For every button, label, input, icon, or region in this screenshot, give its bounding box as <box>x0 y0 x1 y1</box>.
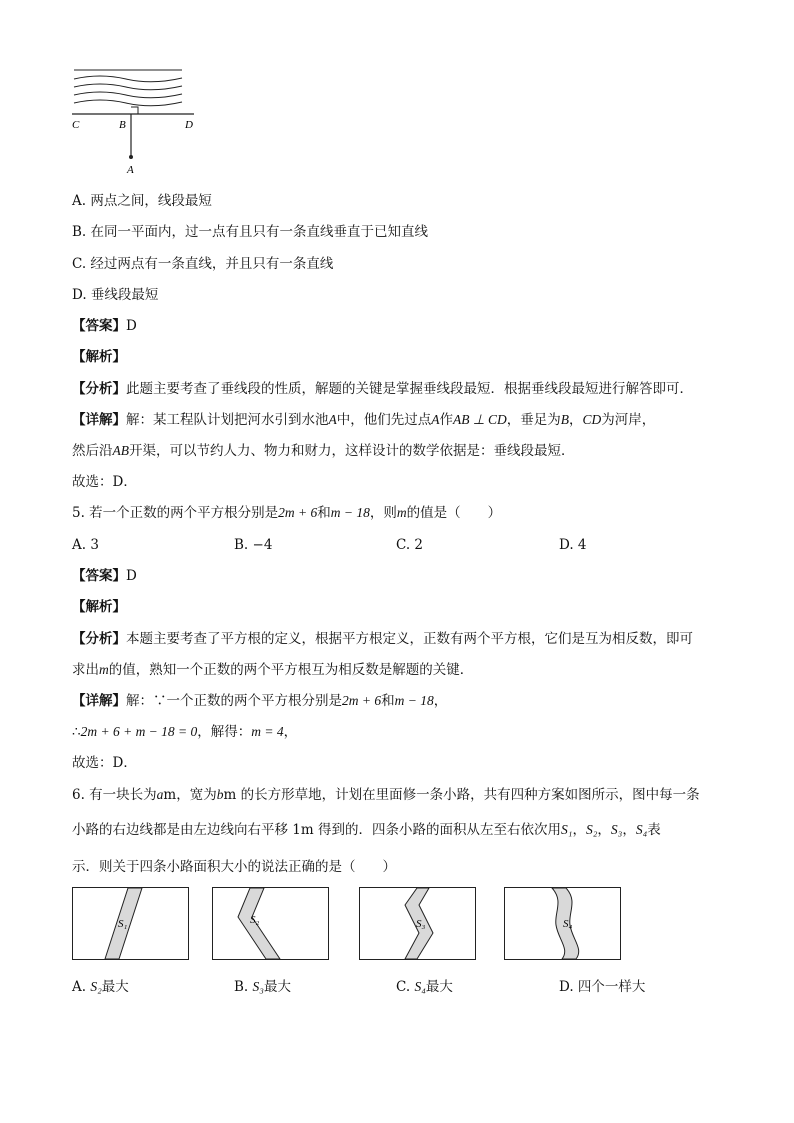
text: 和 <box>381 693 395 709</box>
q5-analysis-label: 【解析】 <box>72 599 126 615</box>
q6-stem-line-1 <box>72 785 700 805</box>
answer-value: D <box>126 568 137 584</box>
q4-answer <box>72 316 137 336</box>
q4-option-a: A. 两点之间，线段最短 <box>72 193 212 209</box>
math: S₄ <box>414 979 426 994</box>
math: 2m + 6 <box>342 693 382 708</box>
math: A <box>328 412 337 427</box>
math: m = 4 <box>251 724 284 739</box>
text: C. <box>396 979 415 995</box>
q4-choose: 故选：D． <box>72 474 137 490</box>
math: b <box>216 787 224 802</box>
text: 最大 <box>101 979 129 995</box>
text: 6. 有一块长为 <box>72 787 157 803</box>
text: 然后沿 <box>72 443 113 459</box>
math: 2m + 6 + m − 18 = 0 <box>80 724 198 739</box>
q5-answer <box>72 566 137 586</box>
answer-label: 【答案】 <box>72 318 126 334</box>
river-wave-1 <box>74 76 182 82</box>
river-figure <box>70 62 200 180</box>
fenxi-label: 【分析】 <box>72 381 126 397</box>
math: AB ⊥ CD <box>453 412 507 427</box>
q5-option-d: D. 4 <box>559 537 587 553</box>
text: ，垂足为 <box>506 412 561 428</box>
text: 开渠，可以节约人力、物力和财力，这样设计的数学依据是：垂线段最短． <box>129 443 575 459</box>
math: A <box>431 412 440 427</box>
text: B. <box>234 979 253 995</box>
q5-option-b: B. −4 <box>234 537 273 553</box>
math: CD <box>582 412 602 427</box>
text: A. <box>72 979 91 995</box>
math: S₂ <box>585 822 598 837</box>
path-figure-4 <box>504 887 622 961</box>
label-s2: S₂ <box>250 914 260 926</box>
q6-option-c <box>396 977 453 997</box>
text: ， <box>572 822 586 838</box>
q4-option-b: B. 在同一平面内，过一点有且只有一条直线垂直于已知直线 <box>72 224 429 240</box>
q4-detail-line-1 <box>72 410 655 430</box>
q5-choose: 故选：D． <box>72 755 137 771</box>
text: 解：某工程队计划把河水引到水池 <box>126 412 329 428</box>
math: m <box>396 505 407 520</box>
label-s3: S₃ <box>416 918 426 930</box>
q4-fenxi <box>72 379 693 399</box>
text: m，宽为 <box>163 787 217 803</box>
text: ， <box>569 412 583 428</box>
text: 5. 若一个正数的两个平方根分别是 <box>72 505 279 521</box>
text: 最大 <box>425 979 453 995</box>
detail-label: 【详解】 <box>72 412 126 428</box>
text: 求出 <box>72 662 99 678</box>
river-wave-4 <box>74 100 182 106</box>
text: 本题主要考查了平方根的定义，根据平方根定义，正数有两个平方根，它们是互为相反数，即可 <box>126 631 693 647</box>
text: ， <box>622 822 636 838</box>
path-figure-2 <box>212 887 330 961</box>
math: m − 18 <box>330 505 370 520</box>
q4-option-d: D. 垂线段最短 <box>72 287 159 303</box>
label-c: C <box>72 119 80 131</box>
q4-option-c: C. 经过两点有一条直线，并且只有一条直线 <box>72 256 334 272</box>
q4-analysis-label: 【解析】 <box>72 349 126 365</box>
q5-detail-line-1 <box>72 691 447 711</box>
q5-detail-line-2 <box>72 722 297 742</box>
math: S₃ <box>610 822 623 837</box>
text: 小路的右边线都是由左边线向右平移 1m 得到的．四条小路的面积从左至右依次用 <box>72 822 561 838</box>
right-angle-mark <box>131 107 138 114</box>
q6-stem-line-3: 示．则关于四条小路面积大小的说法正确的是（ ） <box>72 859 396 875</box>
q5-option-c: C. 2 <box>396 537 424 553</box>
point-a-dot <box>129 155 133 159</box>
text: 为河岸， <box>601 412 656 428</box>
path-figure-1 <box>72 887 190 961</box>
math: m <box>99 662 109 677</box>
q6-option-d: D. 四个一样大 <box>559 979 646 995</box>
label-a: A <box>127 164 134 176</box>
text: m 的长方形草地，计划在里面修一条小路，共有四种方案如图所示，图中每一条 <box>223 787 700 803</box>
river-wave-3 <box>74 92 182 98</box>
q5-option-a: A. 3 <box>72 537 99 553</box>
math: S₂ <box>90 979 102 994</box>
text: 的值是（ ） <box>406 505 502 521</box>
fenxi-label: 【分析】 <box>72 631 126 647</box>
answer-value: D <box>126 318 137 334</box>
fenxi-text: 此题主要考查了垂线段的性质，解题的关键是掌握垂线段最短．根据垂线段最短进行解答即可． <box>126 381 693 397</box>
math: AB <box>112 443 129 458</box>
math: 2m + 6 <box>278 505 318 520</box>
text: ∴ <box>72 724 81 740</box>
detail-label: 【详解】 <box>72 693 126 709</box>
text: 和 <box>317 505 331 521</box>
text: 的值，熟知一个正数的两个平方根互为相反数是解题的关键． <box>108 662 474 678</box>
q6-stem-line-2 <box>72 820 661 840</box>
text: ，解得： <box>197 724 252 740</box>
math: a <box>156 787 164 802</box>
q5-fenxi-line-1 <box>72 629 693 649</box>
text: 作 <box>439 412 453 428</box>
path-figure-3 <box>359 887 477 961</box>
math: S₃ <box>252 979 264 994</box>
text: 最大 <box>263 979 291 995</box>
q5-fenxi-line-2 <box>72 660 473 680</box>
q5-stem <box>72 503 501 523</box>
label-s1: S₁ <box>118 918 128 930</box>
label-s4: S₄ <box>563 918 573 930</box>
q4-detail-line-2 <box>72 441 575 461</box>
text: ， <box>283 724 298 740</box>
river-wave-2 <box>74 84 182 90</box>
text: 解：∵一个正数的两个平方根分别是 <box>126 693 342 709</box>
q6-option-a <box>72 977 129 997</box>
answer-label: 【答案】 <box>72 568 126 584</box>
text: ， <box>433 693 448 709</box>
text: 中，他们先过点 <box>336 412 432 428</box>
text: ，则 <box>369 505 397 521</box>
label-d: D <box>185 119 193 131</box>
text: 表 <box>647 822 661 838</box>
label-b: B <box>119 119 126 131</box>
math: S₁ <box>560 822 573 837</box>
math: B <box>560 412 570 427</box>
text: ， <box>597 822 611 838</box>
q6-option-b <box>234 977 291 997</box>
math: m − 18 <box>394 693 434 708</box>
math: S₄ <box>635 822 648 837</box>
